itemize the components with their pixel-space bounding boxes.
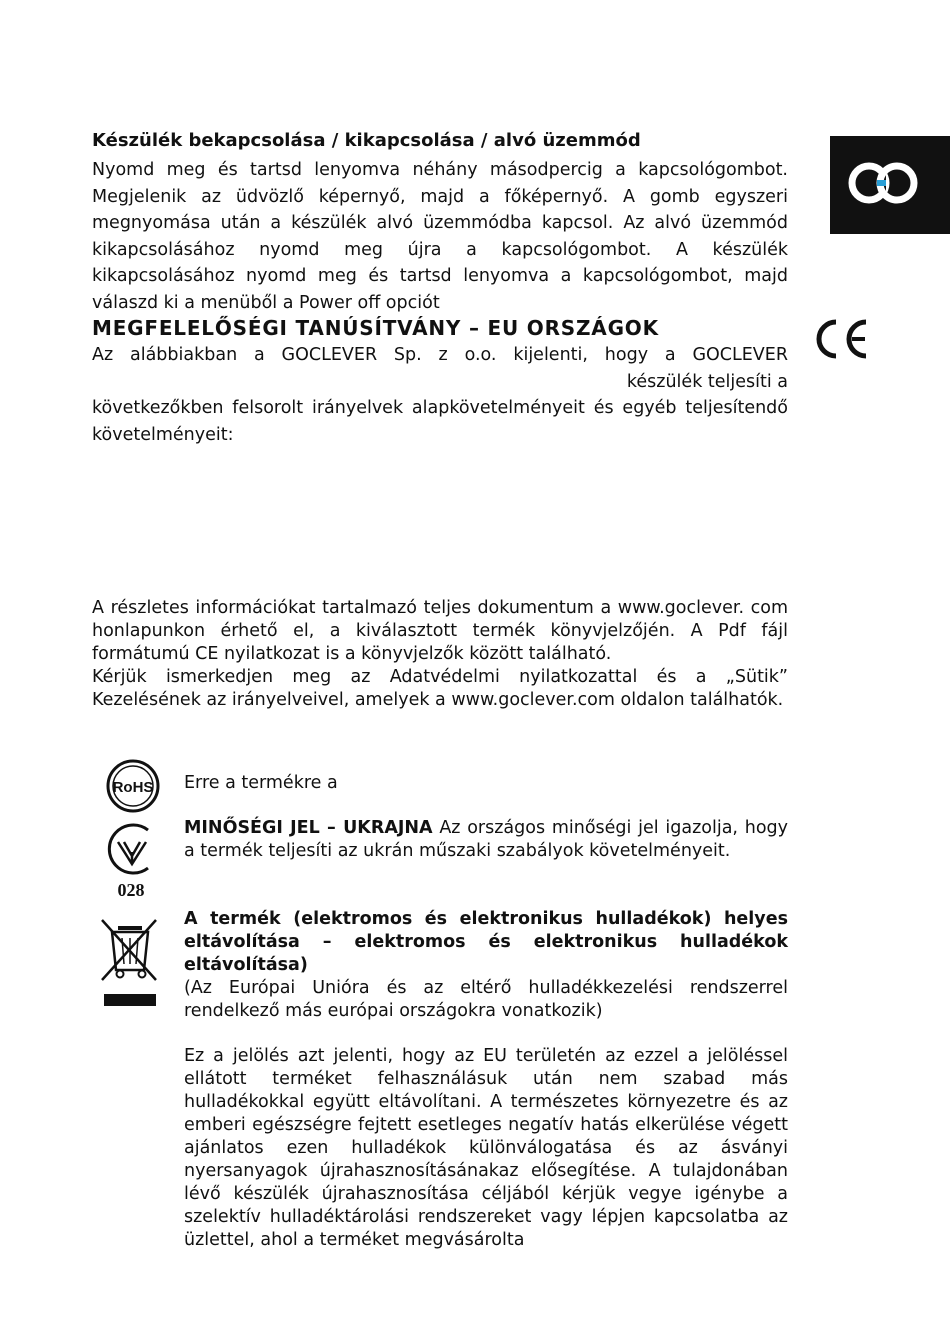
rohs-text: Erre a termékre a	[184, 773, 338, 793]
section-title-conformity: MEGFELELŐSÉGI TANÚSÍTVÁNY – EU ORSZÁGOK	[92, 316, 659, 340]
goclever-logo	[830, 136, 950, 234]
ukraine-text	[184, 817, 788, 863]
weee-title-text: A termék (elektromos és elektronikus hulladékok) helyes eltávolítása – elektromos és elektronikus hulladékok eltávolítása)	[184, 909, 788, 975]
weee-title	[184, 908, 788, 977]
rohs-icon	[105, 758, 161, 814]
weee-note: (Az Európai Unióra és az eltérő hulladékkezelési rendszerrel rendelkező más európai országokra vonatkozik)	[184, 978, 788, 1021]
conformity-text	[92, 342, 788, 448]
ukraine-code-text: 028	[117, 880, 145, 900]
section-body-power: Nyomd meg és tartsd lenyomva néhány másodpercig a kapcsológombot. Megjelenik az üdvözlő képernyő, majd a főképernyő. A gomb egyszeri megnyomása után a készülék alvó üzemmódba kapcsol. Az alvó üzemmód kikapcsolásához nyomd meg újra a kapcsológombot. A készülék kikapcsolásához nyomd meg és tartsd lenyomva a kapcsológombot, majd válaszd ki a menüből a Power off opciót	[92, 160, 788, 313]
section-title-power: Készülék bekapcsolása / kikapcsolása / alvó üzemmód	[92, 130, 641, 151]
go-logo-icon	[830, 136, 950, 234]
conformity-line-1: Az alábbiakban a GOCLEVER Sp. z o.o. kijelenti, hogy a GOCLEVER	[92, 345, 788, 365]
conformity-line-3: következőkben felsorolt irányelvek alapkövetelményeit és egyéb teljesítendő követelményeit:	[92, 398, 788, 445]
weee-body: Ez a jelölés azt jelenti, hogy az EU területén az ezzel a jelöléssel ellátott terméket felhasználásuk után nem szabad más hulladékokkal együtt eltávolítani. A természetes környezetre és az emberi egészségre fejtett esetleges negatív hatás elkerülése végett ajánlatos ezen hulladékok különválogatása és az ásványi nyersanyagok újrahasznosításánakaz elősegítése. A tulajdonában lévő készülék újrahasznosítása céljából kérjük vegye igénybe a szelektív hulladéktárolási rendszereket vagy lépjen kapcsolatba az üzlettel, ahol a terméket megvásárolta	[184, 1046, 788, 1250]
ukraine-quality-mark-icon	[104, 822, 160, 902]
ukraine-body: Az országos minőségi jel igazolja, hogy a termék teljesíti az ukrán műszaki szabályok követelményeit.	[184, 818, 788, 861]
conformity-line-2: készülék teljesíti a	[626, 371, 788, 392]
info-text	[92, 597, 788, 712]
info-paragraph-1: A részletes információkat tartalmazó teljes dokumentum a www.goclever. com honlapunkon érhető el, a kiválasztott termék könyvjelzőjén. A Pdf fájl formátumú CE nyilatkozat is a könyvjelzők között található.	[92, 598, 788, 664]
weee-bin-icon	[98, 916, 162, 1010]
rohs-badge-text: RoHS	[112, 779, 154, 796]
ce-mark-icon	[812, 318, 870, 360]
ukraine-title: MINŐSÉGI JEL – UKRAJNA	[184, 818, 433, 838]
info-paragraph-2: Kérjük ismerkedjen meg az Adatvédelmi nyilatkozattal és a „Sütik” Kezelésének az irányelveivel, amelyek a www.goclever.com oldalon találhatók.	[92, 667, 788, 710]
